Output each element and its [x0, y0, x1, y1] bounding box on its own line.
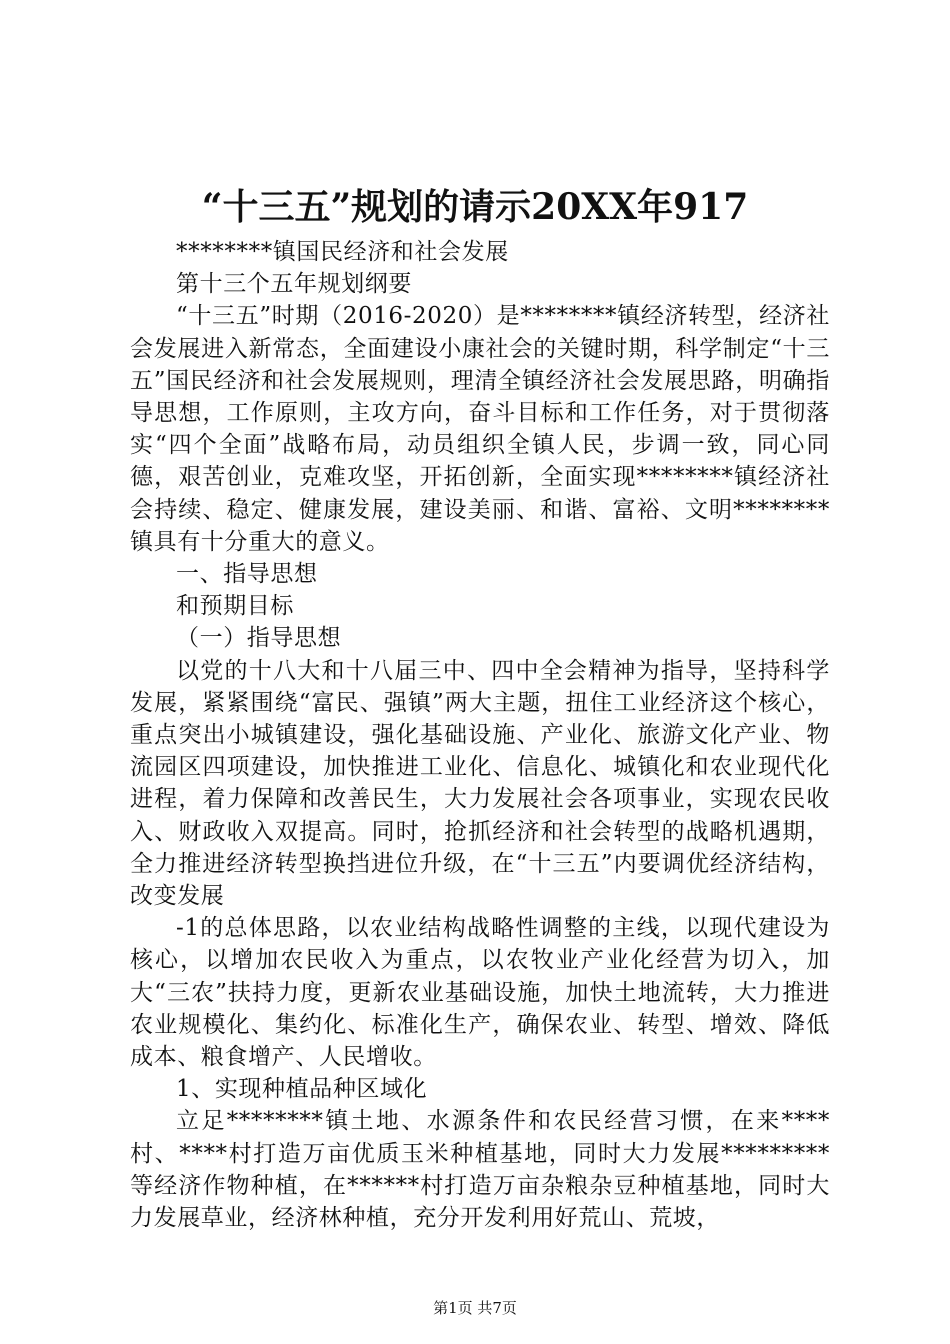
paragraph-heading-line-1: ********镇国民经济和社会发展	[176, 239, 509, 265]
document-title: “十三五”规划的请示20XX年917	[201, 186, 749, 228]
paragraph-intro: “十三五”时期（2016-2020）是********镇经济转型，经济社会发展进入新常态，全面建设小康社会的关键时期，科学制定“十三五”国民经济和社会发展规则，理清全镇经济社会发展思路，明确指导思想，工作原则，主攻方向，奋斗目标和工作任务，对于贯彻落实“四个全面”战略布局，动员组织全镇人民，步调一致，同心同德，艰苦创业，克难攻坚，开拓创新，全面实现********镇经济社会持续、稳定、健康发展，建设美丽、和谐、富裕、文明********镇具有十分重大的意义。	[130, 303, 830, 555]
item-heading-1: 1、实现种植品种区域化	[176, 1076, 428, 1103]
document-body	[130, 236, 830, 1234]
paragraph-guiding-ideology: 以党的十八大和十八届三中、四中全会精神为指导，坚持科学发展，紧紧围绕“富民、强镇”两大主题，扭住工业经济这个核心，重点突出小城镇建设，强化基础设施、产业化、旅游文化产业、物流园区四项建设，加快推进工业化、信息化、城镇化和农业现代化进程，着力保障和改善民生，大力发展社会各项事业，实现农民收入、财政收入双提高。同时，抢抓经济和社会转型的战略机遇期，全力推进经济转型换挡进位升级，在“十三五”内要调优经济结构，改变发展	[130, 657, 830, 910]
page-footer: 第1页 共7页	[433, 1299, 517, 1317]
section-heading-1: 一、指导思想	[176, 561, 318, 588]
paragraph-general-approach: -1的总体思路，以农业结构战略性调整的主线，以现代建设为核心，以增加农民收入为重点，以农牧业产业化经营为切入，加大“三农”扶持力度，更新农业基础设施，加快土地流转，大力推进农业规模化、集约化、标准化生产，确保农业、转型、增效、降低成本、粮食增产、人民增收。	[130, 915, 830, 1071]
paragraph-planting-regionalization: 立足********镇土地、水源条件和农民经营习惯，在来****村、****村打造万亩优质玉米种植基地，同时大力发展*********等经济作物种植，在******村打造万亩杂粮杂豆种植基地，同时大力发展草业，经济林种植，充分开发利用好荒山、荒坡，	[130, 1108, 830, 1232]
subsection-heading-1: （一）指导思想	[176, 625, 342, 652]
paragraph-heading-line-2: 第十三个五年规划纲要	[176, 271, 412, 298]
section-heading-1-cont: 和预期目标	[176, 593, 294, 620]
